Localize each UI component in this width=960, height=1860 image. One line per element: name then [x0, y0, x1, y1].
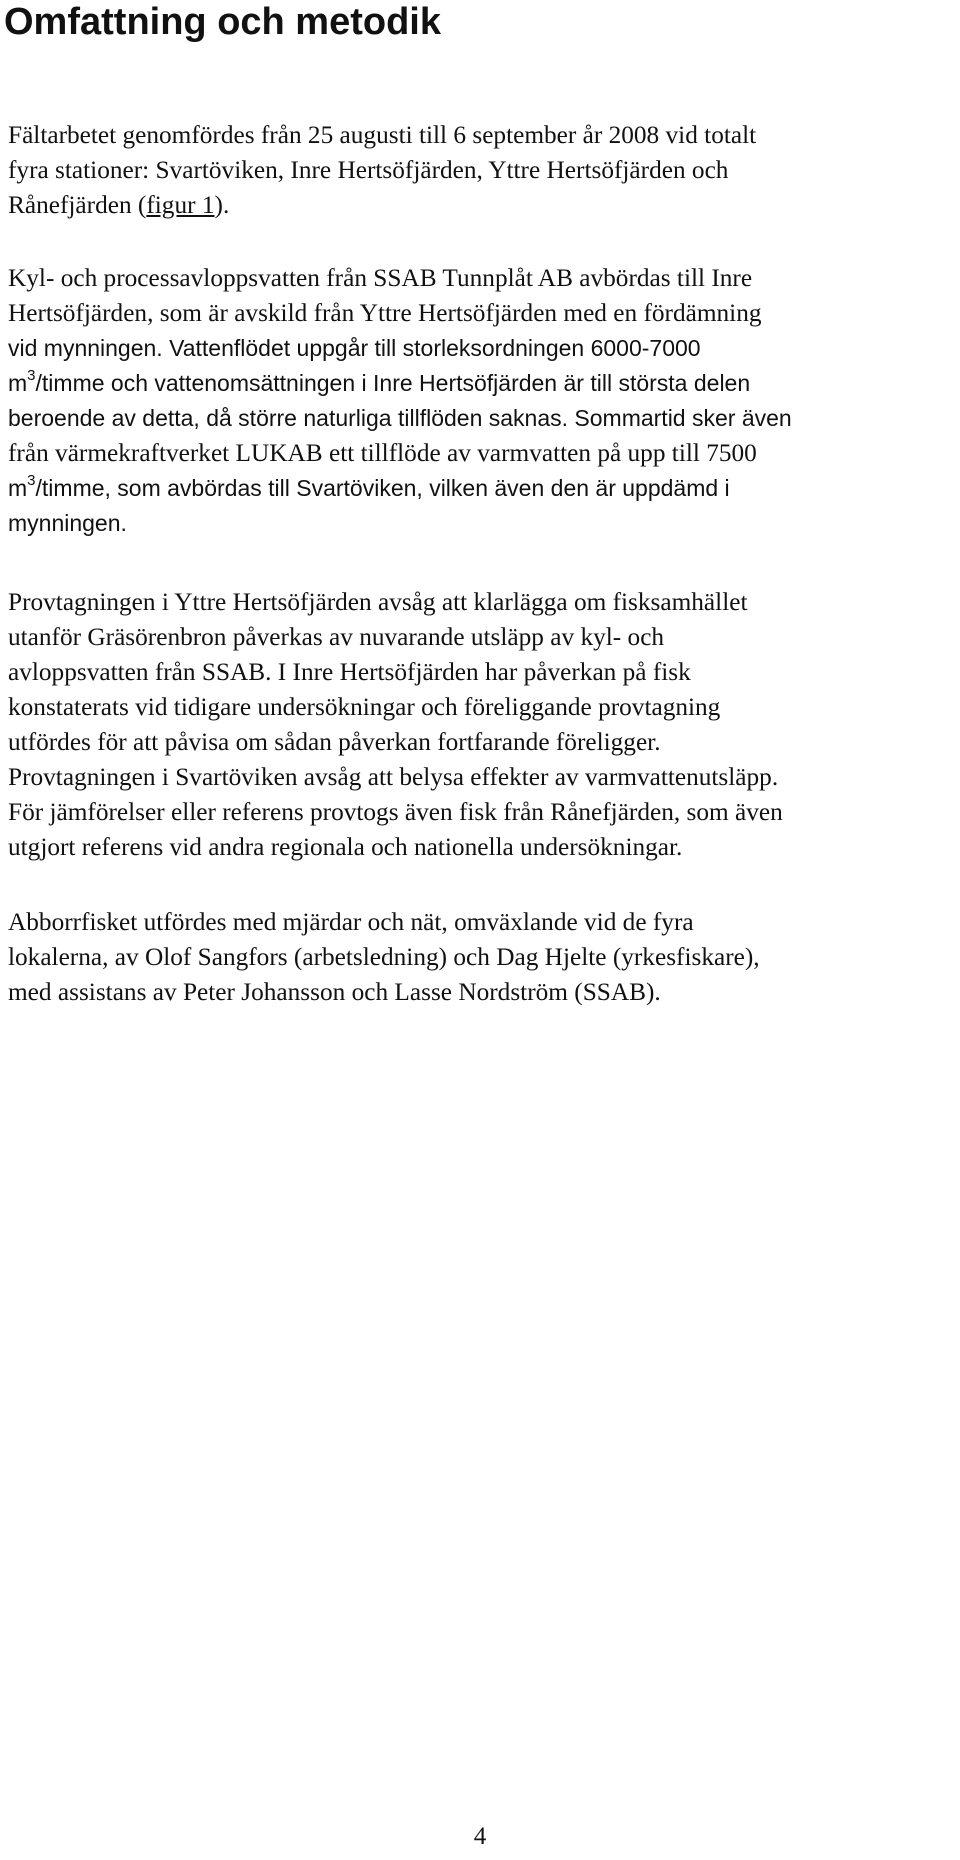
superscript-3: 3	[27, 367, 36, 384]
text-line: Hertsöfjärden, som är avskild från Yttre Hertsöfjärden med en fördämning	[8, 299, 762, 327]
text-line: med assistans av Peter Johansson och Lasse Nordström (SSAB).	[8, 978, 661, 1006]
text-line: utgjort referens vid andra regionala och nationella undersökningar.	[8, 833, 683, 861]
text-fragment: /timme och vattenomsättningen i Inre Hertsöfjärden är till största delen	[35, 370, 751, 396]
text-line	[8, 188, 952, 223]
unit-m: m	[8, 370, 28, 396]
text-line	[8, 471, 952, 506]
text-line: lokalerna, av Olof Sangfors (arbetsledning) och Dag Hjelte (yrkesfiskare),	[8, 943, 760, 971]
superscript-3: 3	[27, 472, 36, 489]
text-line	[8, 366, 952, 401]
paragraph-sampling	[8, 585, 952, 865]
text-fragment: /timme, som avbördas till Svartöviken, vilken även den är uppdämd i	[35, 475, 730, 501]
text-line: Provtagningen i Yttre Hertsöfjärden avsåg att klarlägga om fisksamhället	[8, 588, 748, 616]
text-line: vid mynningen. Vattenflödet uppgår till storleksordningen 6000-7000	[8, 335, 701, 361]
paragraph-fieldwork	[8, 118, 952, 223]
section-heading: Omfattning och metodik	[4, 1, 441, 43]
text-line: Provtagningen i Svartöviken avsåg att belysa effekter av varmvattenutsläpp.	[8, 763, 779, 791]
text-line: konstaterats vid tidigare undersökningar och föreliggande provtagning	[8, 693, 721, 721]
paragraph-fishing	[8, 905, 952, 1010]
text-line: För jämförelser eller referens provtogs även fisk från Rånefjärden, som även	[8, 798, 783, 826]
text-line: utanför Gräsörenbron påverkas av nuvarande utsläpp av kyl- och	[8, 623, 665, 651]
figure-1-link[interactable]: figur 1	[146, 191, 215, 219]
text-line: avloppsvatten från SSAB. I Inre Hertsöfjärden har påverkan på fisk	[8, 658, 691, 686]
page-number: 4	[473, 1823, 487, 1850]
paragraph-wastewater	[8, 261, 952, 541]
text-line: beroende av detta, då större naturliga tillflöden saknas. Sommartid sker även	[8, 405, 792, 431]
text-fragment: Rånefjärden (	[8, 191, 147, 219]
text-line: utfördes för att påvisa om sådan påverkan fortfarande föreligger.	[8, 728, 661, 756]
text-line: Kyl- och processavloppsvatten från SSAB Tunnplåt AB avbördas till Inre	[8, 264, 753, 292]
unit-m: m	[8, 475, 28, 501]
text-line: fyra stationer: Svartöviken, Inre Hertsöfjärden, Yttre Hertsöfjärden och	[8, 156, 729, 184]
text-fragment: ).	[214, 191, 230, 219]
text-line: Abborrfisket utfördes med mjärdar och nät, omväxlande vid de fyra	[8, 908, 694, 936]
text-line: Fältarbetet genomfördes från 25 augusti till 6 september år 2008 vid totalt	[8, 121, 757, 149]
text-line: mynningen.	[8, 510, 127, 536]
text-line: från värmekraftverket LUKAB ett tillflöde av varmvatten på upp till 7500	[8, 439, 757, 467]
